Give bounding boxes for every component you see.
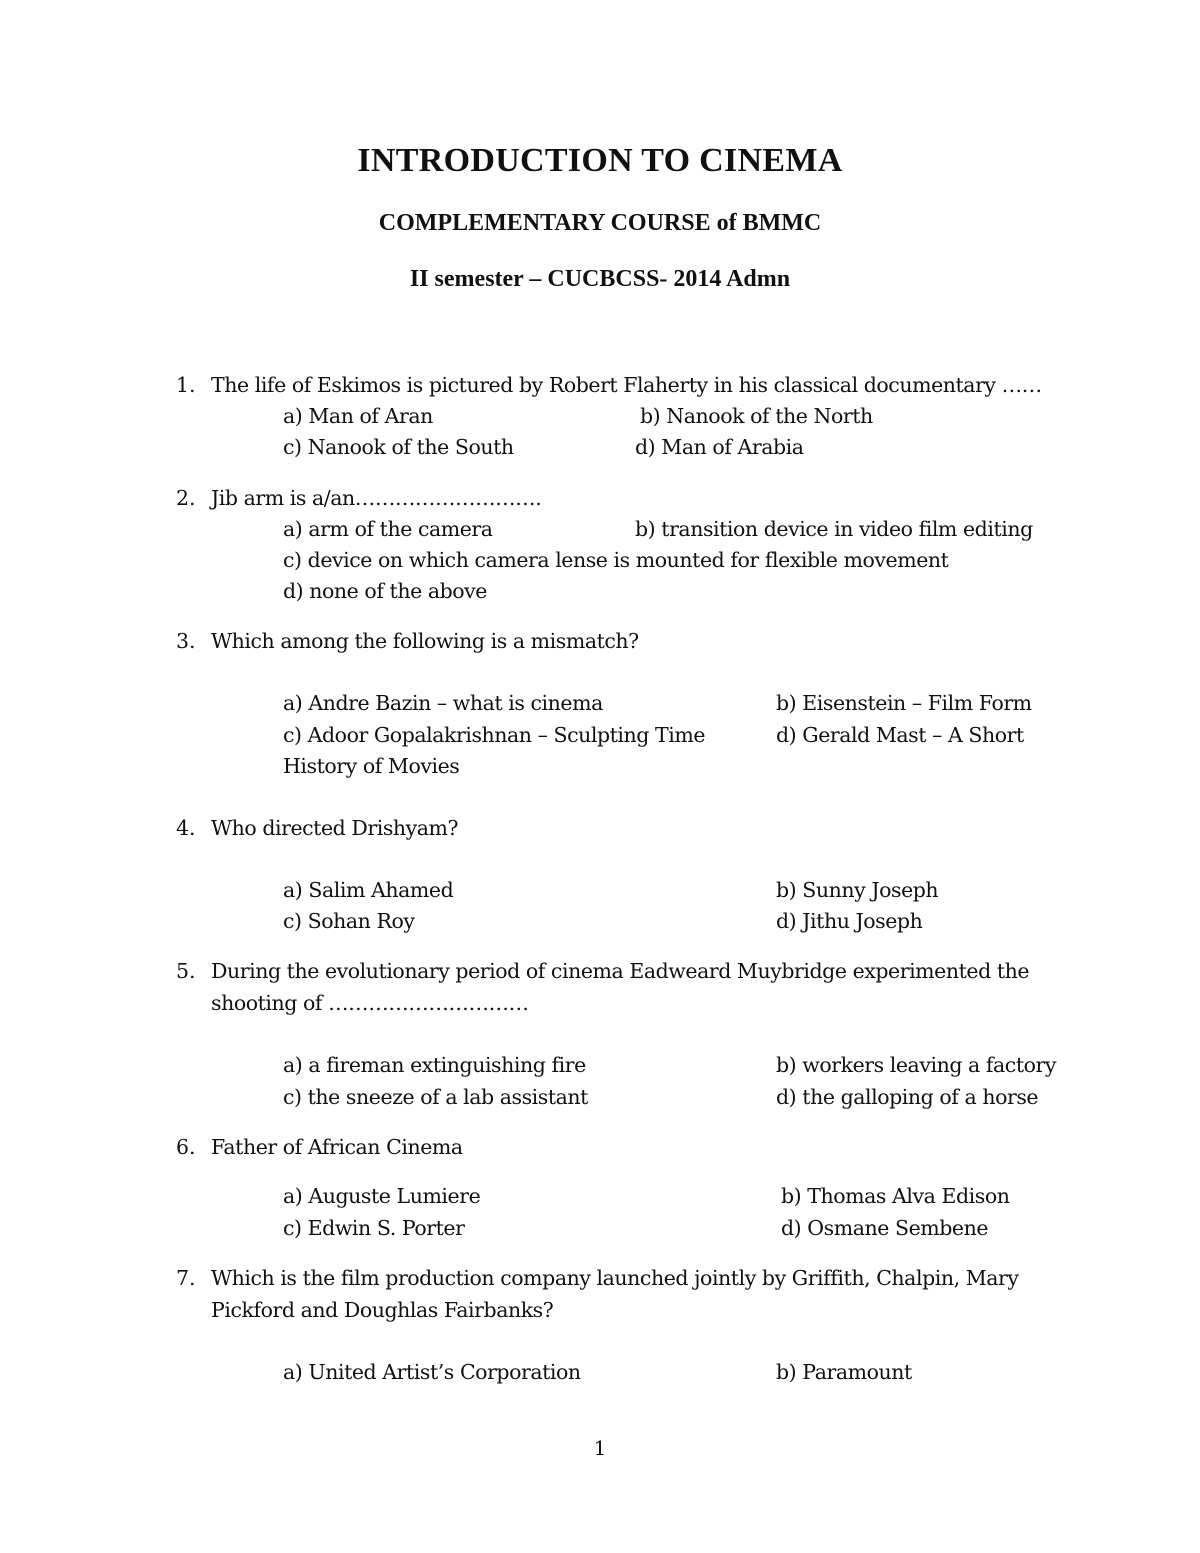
course-subtitle: COMPLEMENTARY COURSE of BMMC [378,210,822,236]
question-text: Father of African Cinema [211,1135,463,1159]
option-d: d) Man of Arabia [635,435,804,459]
option-b: b) Eisenstein – Film Form [776,691,1032,715]
question-text-line-1: Which is the film production company launched jointly by Griffith, Chalpin, Mary [211,1266,1019,1290]
option-a: a) a fireman extinguishing fire [283,1053,586,1077]
option-c: c) Nanook of the South [283,435,514,459]
question-text: Who directed Drishyam? [211,816,459,840]
question-number: 1. [176,373,196,397]
option-d: d) the galloping of a horse [776,1085,1039,1109]
question-number: 4. [176,816,196,840]
option-a: a) Man of Aran [283,404,433,428]
option-c: c) Edwin S. Porter [283,1216,465,1240]
option-b: b) Nanook of the North [640,404,873,428]
page-number: 1 [593,1436,607,1460]
question-number: 3. [176,629,196,653]
option-c: c) Sohan Roy [283,909,415,933]
option-b: b) Sunny Joseph [776,878,939,902]
option-a: a) Salim Ahamed [283,878,454,902]
question-number: 2. [176,486,196,510]
question-text: Jib arm is a/an………………………. [211,486,542,510]
question-text-line-2: shooting of ………………………… [211,991,529,1015]
option-d-continuation: History of Movies [283,754,460,778]
question-text-line-1: During the evolutionary period of cinema Eadweard Muybridge experimented the [211,959,1030,983]
option-a: a) United Artist’s Corporation [283,1360,581,1384]
question-number: 5. [176,959,196,983]
option-d: d) Osmane Sembene [781,1216,989,1240]
option-a: a) Auguste Lumiere [283,1184,481,1208]
option-a: a) arm of the camera [283,517,493,541]
option-a: a) Andre Bazin – what is cinema [283,691,603,715]
document-title: INTRODUCTION TO CINEMA [357,142,843,179]
option-b: b) transition device in video film editing [635,517,1033,541]
question-text-line-2: Pickford and Doughlas Fairbanks? [211,1298,554,1322]
question-number: 7. [176,1266,196,1290]
option-d: d) Gerald Mast – A Short [776,723,1024,747]
question-text: Which among the following is a mismatch? [211,629,639,653]
semester-line: II semester – CUCBCSS- 2014 Admn [409,266,791,292]
option-b: b) Thomas Alva Edison [781,1184,1010,1208]
question-number: 6. [176,1135,196,1159]
option-c: c) device on which camera lense is mounted for flexible movement [283,548,949,572]
option-c: c) the sneeze of a lab assistant [283,1085,588,1109]
option-b: b) Paramount [776,1360,912,1384]
option-b: b) workers leaving a factory [776,1053,1056,1077]
option-d: d) none of the above [283,579,487,603]
option-d: d) Jithu Joseph [776,909,923,933]
option-c: c) Adoor Gopalakrishnan – Sculpting Time [283,723,706,747]
question-text: The life of Eskimos is pictured by Robert Flaherty in his classical documentary …… [211,373,1042,397]
